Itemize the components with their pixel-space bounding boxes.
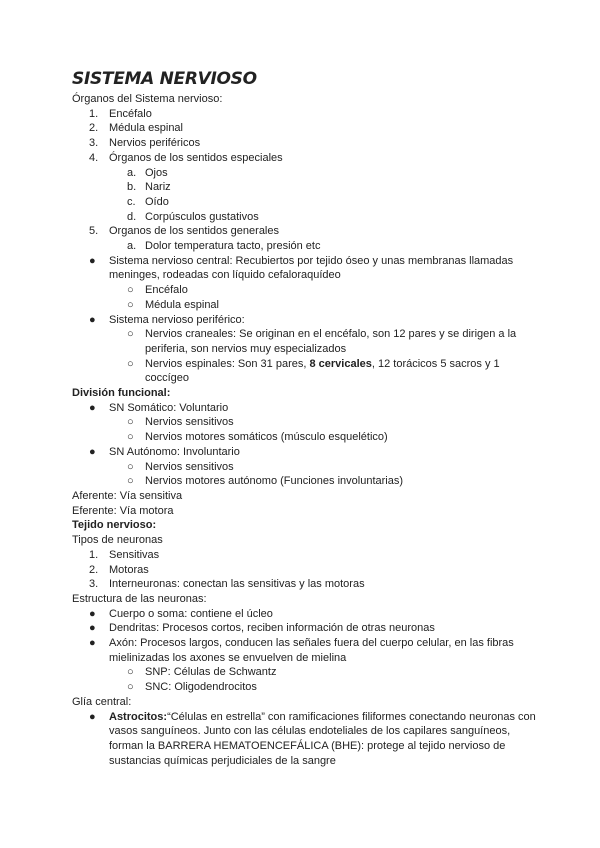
eferente-line: Eferente: Vía motora [72, 504, 174, 517]
list-number: 2. [89, 563, 99, 576]
list-item: ● SN Somático: Voluntario [89, 401, 229, 414]
circle-bullet-icon: ○ [127, 416, 134, 429]
list-item: 4. Órganos de los sentidos especiales [89, 151, 283, 164]
list-item: d. Corpúsculos gustativos [127, 210, 259, 223]
list-item: b. Nariz [127, 181, 171, 194]
list-item: ○ Nervios sensitivos [127, 416, 234, 429]
list-item: 2. Motoras [89, 563, 149, 576]
circle-bullet-icon: ○ [127, 357, 134, 370]
list-number: 5. [89, 225, 99, 238]
glia-heading: Glía central: [72, 695, 132, 708]
list-item: ● Cuerpo o soma: contiene el úcleo [89, 607, 273, 620]
circle-bullet-icon: ○ [127, 666, 134, 679]
list-number: 3. [89, 578, 99, 591]
bullet-icon: ● [89, 401, 96, 414]
bullet-icon: ● [89, 313, 96, 326]
section-heading-tejido: Tejido nervioso: [72, 519, 157, 532]
document-page [72, 68, 542, 768]
list-letter: a. [127, 240, 137, 253]
list-item-espinales: ○ Nervios espinales: Son 31 pares, 8 cervicales, 12 torácicos 5 sacros y 1 coccígeo [127, 357, 500, 385]
list-item: ○ Nervios motores autónomo (Funciones involuntarias) [127, 475, 404, 488]
list-item-craneales: ○ Nervios craneales: Se originan en el encéfalo, son 12 pares y se dirigen a la periferia, son nervios muy especializados [127, 328, 517, 355]
list-item-snp: ● Sistema nervioso periférico: [89, 313, 245, 326]
organos-intro: Órganos del Sistema nervioso: [72, 93, 223, 105]
list-item: ○ Médula espinal [127, 298, 219, 311]
list-number: 4. [89, 151, 99, 164]
list-item: ○ SNC: Oligodendrocitos [127, 681, 257, 694]
list-item: 1. Sensitivas [89, 548, 160, 561]
list-item: 1. Encéfalo [89, 107, 152, 120]
circle-bullet-icon: ○ [127, 328, 134, 341]
list-item: 3. Nervios periféricos [89, 137, 201, 150]
list-item-astrocitos: ● Astrocitos:“Células en estrella” con ramificaciones filiformes conectando neuronas con vasos sanguíneos. Junto con las células endoteliales de los capilares sanguíneos, forman la BARRERA HEMATOENCEFÁLICA (BHE): protege al tejido nervioso de sustancias químicas perjudiciales de la sangre [89, 710, 536, 767]
bullet-icon: ● [89, 445, 96, 458]
aferente-line: Aferente: Vía sensitiva [72, 489, 183, 502]
list-letter: b. [127, 181, 137, 194]
list-item: ○ Nervios sensitivos [127, 460, 234, 473]
bullet-icon: ● [89, 254, 96, 267]
list-item: ● Dendritas: Procesos cortos, reciben información de otras neuronas [89, 622, 435, 635]
list-letter: d. [127, 210, 137, 223]
list-item: ○ Nervios motores somáticos (músculo esquelético) [127, 431, 388, 444]
circle-bullet-icon: ○ [127, 284, 134, 297]
circle-bullet-icon: ○ [127, 298, 134, 311]
page-title: SISTEMA NERVIOSO [72, 69, 257, 89]
tipos-heading: Tipos de neuronas [72, 534, 163, 547]
bullet-icon: ● [89, 710, 96, 723]
list-item: c. Oído [127, 195, 169, 208]
estructura-heading: Estructura de las neuronas: [72, 592, 207, 605]
list-number: 3. [89, 137, 99, 150]
list-number: 1. [89, 548, 99, 561]
list-letter: a. [127, 166, 137, 179]
list-item: 5. Organos de los sentidos generales [89, 225, 279, 238]
bullet-icon: ● [89, 622, 96, 635]
list-item: ● SN Autónomo: Involuntario [89, 445, 240, 458]
list-number: 1. [89, 107, 99, 120]
circle-bullet-icon: ○ [127, 681, 134, 694]
list-item-snc: ● Sistema nervioso central: Recubiertos por tejido óseo y unas membranas llamadas meninges, rodeadas con líquido cefaloraquídeo [89, 254, 514, 282]
circle-bullet-icon: ○ [127, 460, 134, 473]
list-item-axon: ● Axón: Procesos largos, conducen las señales fuera del cuerpo celular, en las fibras mielinizadas los axones se envuelven de mielina [89, 637, 514, 664]
list-item: a. Ojos [127, 166, 168, 179]
list-item: 3. Interneuronas: conectan las sensitivas y las motoras [89, 578, 365, 591]
bullet-icon: ● [89, 637, 96, 650]
bullet-icon: ● [89, 607, 96, 620]
list-number: 2. [89, 122, 99, 135]
section-heading-division: División funcional: [72, 387, 171, 400]
list-item: a. Dolor temperatura tacto, presión etc [127, 240, 321, 253]
list-letter: c. [127, 195, 136, 208]
circle-bullet-icon: ○ [127, 431, 134, 444]
list-item: ○ SNP: Células de Schwantz [127, 666, 277, 679]
list-item: 2. Médula espinal [89, 122, 183, 135]
circle-bullet-icon: ○ [127, 475, 134, 488]
list-item: ○ Encéfalo [127, 284, 188, 297]
